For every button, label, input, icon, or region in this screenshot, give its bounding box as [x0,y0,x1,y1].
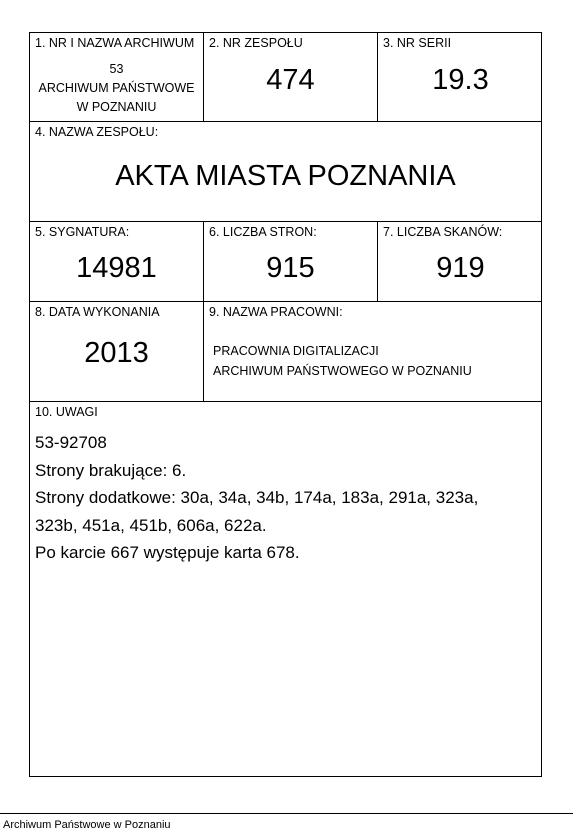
workshop-label: 9. NAZWA PRACOWNI: [209,305,343,319]
fonds-number-label: 2. NR ZESPOŁU [209,36,303,50]
scan-count-value: 919 [436,252,485,284]
row-3 [30,222,541,302]
workshop-name [213,341,472,381]
notes-line-3: Strony dodatkowe: 30a, 34a, 34b, 174a, 183a, 291a, 323a, [35,488,479,507]
metadata-card [29,32,542,777]
series-number-value: 19.3 [432,64,489,96]
notes-line-4: 323b, 451a, 451b, 606a, 622a. [35,515,267,535]
cell-series-number [378,33,543,121]
archive-label: 1. NR I NAZWA ARCHIWUM [35,36,195,50]
footer-text: Archiwum Państwowe w Poznaniu [3,819,171,831]
notes-label: 10. UWAGI [35,405,98,419]
row-5 [30,402,541,778]
notes-line-1: 53-92708 [35,433,107,452]
page-count-value: 915 [266,252,315,284]
fonds-name-label: 4. NAZWA ZESPOŁU: [35,125,159,139]
signature-value: 14981 [76,252,157,284]
workshop-name-line-1: PRACOWNIA DIGITALIZACJI [213,344,379,358]
date-label: 8. DATA WYKONANIA [35,305,160,319]
archive-number: 53 [109,62,124,76]
archive-name [30,60,203,117]
cell-page-count [204,222,378,301]
cell-signature [30,222,204,301]
archive-name-line-1: ARCHIWUM PAŃSTWOWE [38,81,195,95]
workshop-name-line-2: ARCHIWUM PAŃSTWOWEGO W POZNANIU [213,364,472,378]
cell-workshop [204,302,543,401]
cell-scan-count [378,222,543,301]
date-value: 2013 [84,337,149,369]
row-1 [30,33,541,122]
row-4 [30,302,541,402]
signature-label: 5. SYGNATURA: [35,225,130,239]
footer [0,813,573,840]
notes-line-5: Po karcie 667 występuje karta 678. [35,543,300,562]
series-number-label: 3. NR SERII [383,36,452,50]
cell-archive [30,33,204,121]
cell-fonds-number [204,33,378,121]
cell-date [30,302,204,401]
notes-body [35,429,478,567]
page-count-label: 6. LICZBA STRON: [209,225,317,239]
scan-count-label: 7. LICZBA SKANÓW: [383,225,503,239]
notes-line-2: Strony brakujące: 6. [35,460,187,480]
archive-name-line-2: W POZNANIU [76,100,157,114]
fonds-number-value: 474 [266,64,315,96]
fonds-name-value: AKTA MIASTA POZNANIA [115,160,456,192]
row-2 [30,122,541,222]
